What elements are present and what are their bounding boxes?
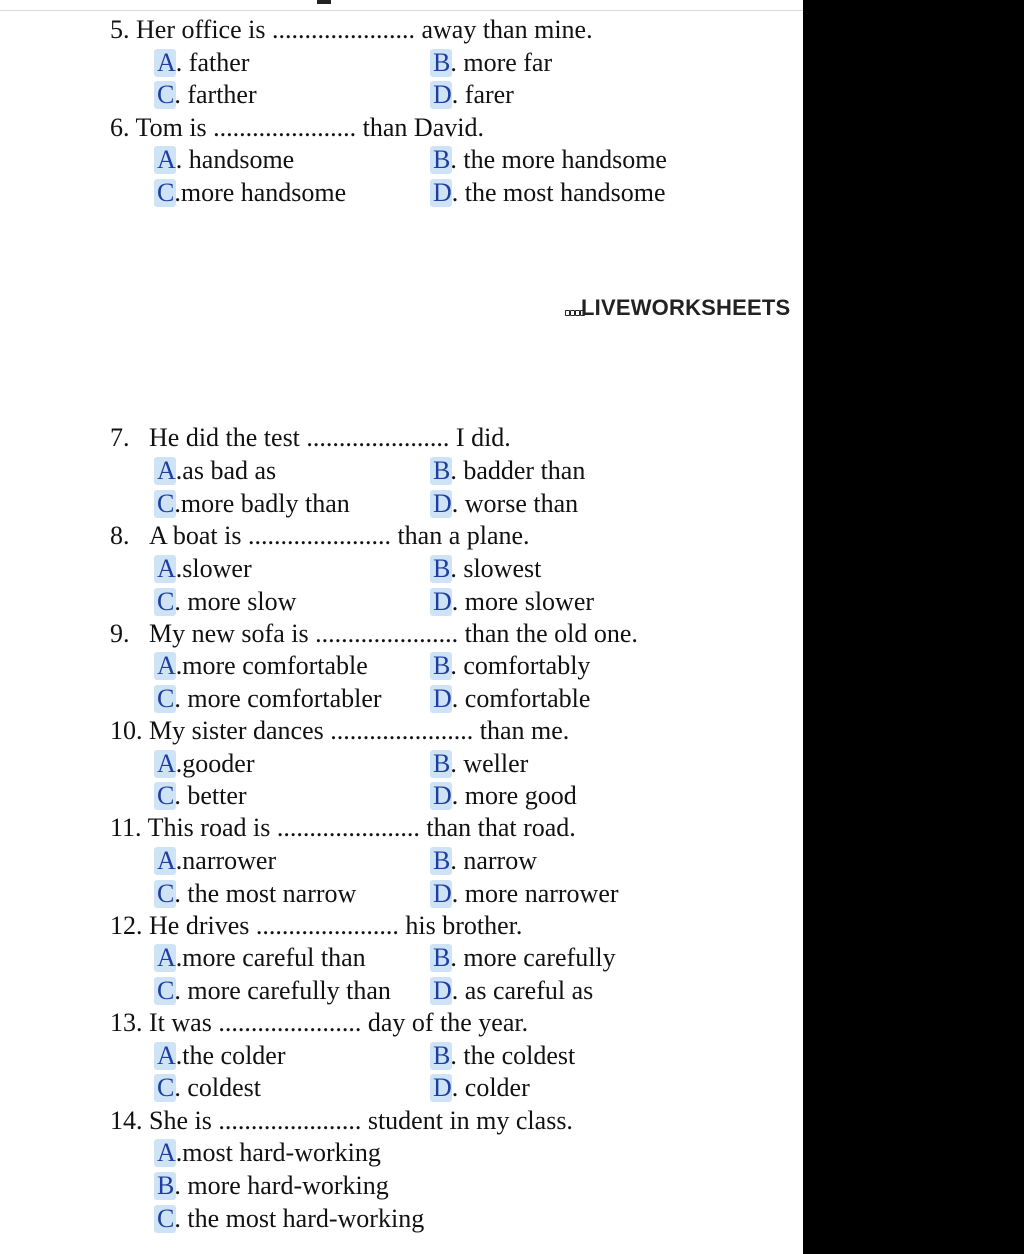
question-7-option-d[interactable]: D. worse than [433, 489, 579, 518]
question-12-stem: 12. He drives ...................... his brother. [110, 911, 523, 940]
question-8-option-a[interactable]: A.slower [157, 554, 252, 583]
top-divider [0, 10, 803, 11]
liveworksheets-brand: LIVEWORKSHEETS [565, 295, 790, 321]
question-13-option-c[interactable]: C. coldest [157, 1073, 261, 1102]
question-5-stem: 5. Her office is ...................... away than mine. [110, 15, 593, 44]
question-14-option-c[interactable]: C. the most hard-working [157, 1204, 425, 1233]
question-5-option-c[interactable]: C. farther [157, 80, 257, 109]
question-11-option-c[interactable]: C. the most narrow [157, 879, 357, 908]
question-9-option-d[interactable]: D. comfortable [433, 684, 591, 713]
question-7-option-a[interactable]: A.as bad as [157, 456, 277, 485]
question-13-option-d[interactable]: D. colder [433, 1073, 530, 1102]
question-12-option-d[interactable]: D. as careful as [433, 976, 594, 1005]
question-13-option-a[interactable]: A.the colder [157, 1041, 286, 1070]
question-6-option-c[interactable]: C.more handsome [157, 178, 347, 207]
answer-blank[interactable]: ...................... [315, 619, 459, 648]
question-9-option-c[interactable]: C. more comfortabler [157, 684, 382, 713]
question-10-option-d[interactable]: D. more good [433, 781, 577, 810]
answer-blank[interactable]: ...................... [306, 423, 450, 452]
question-10-option-c[interactable]: C. better [157, 781, 247, 810]
question-14-option-a[interactable]: A.most hard-working [157, 1138, 381, 1167]
question-8-stem: 8. A boat is ...................... than a plane. [110, 521, 530, 550]
question-5-option-b[interactable]: B. more far [433, 48, 553, 77]
answer-blank[interactable]: ...................... [276, 813, 420, 842]
question-10-stem: 10. My sister dances ...................... than me. [110, 716, 570, 745]
question-8-option-c[interactable]: C. more slow [157, 587, 297, 616]
question-5-option-d[interactable]: D. farer [433, 80, 514, 109]
question-9-stem: 9. My new sofa is ...................... than the old one. [110, 619, 638, 648]
question-12-option-c[interactable]: C. more carefully than [157, 976, 391, 1005]
answer-blank[interactable]: ...................... [255, 911, 399, 940]
question-10-option-b[interactable]: B. weller [433, 749, 529, 778]
question-11-option-a[interactable]: A.narrower [157, 846, 277, 875]
question-6-option-d[interactable]: D. the most handsome [433, 178, 666, 207]
question-6-option-a[interactable]: A. handsome [157, 145, 295, 174]
top-mark [317, 0, 331, 4]
question-6-stem: 6. Tom is ...................... than David. [110, 113, 484, 142]
liveworksheets-logo-icon [565, 297, 579, 313]
question-7-stem: 7. He did the test ...................... I did. [110, 423, 511, 452]
question-5-option-a[interactable]: A. father [157, 48, 250, 77]
answer-blank[interactable]: ...................... [218, 1106, 362, 1135]
answer-blank[interactable]: ...................... [330, 716, 474, 745]
question-11-option-b[interactable]: B. narrow [433, 846, 537, 875]
right-black-margin [803, 0, 1024, 1254]
answer-blank[interactable]: ...................... [247, 521, 391, 550]
question-7-option-b[interactable]: B. badder than [433, 456, 586, 485]
question-9-option-a[interactable]: A.more comfortable [157, 651, 368, 680]
answer-blank[interactable]: ...................... [213, 113, 357, 142]
question-14-option-b[interactable]: B. more hard-working [157, 1171, 389, 1200]
question-11-stem: 11. This road is ...................... than that road. [110, 813, 576, 842]
question-12-option-b[interactable]: B. more carefully [433, 943, 616, 972]
question-13-stem: 13. It was ...................... day of the year. [110, 1008, 529, 1037]
question-11-option-d[interactable]: D. more narrower [433, 879, 619, 908]
question-6-option-b[interactable]: B. the more handsome [433, 145, 667, 174]
question-14-stem: 14. She is ...................... student in my class. [110, 1106, 573, 1135]
question-9-option-b[interactable]: B. comfortably [433, 651, 591, 680]
question-7-option-c[interactable]: C.more badly than [157, 489, 350, 518]
question-12-option-a[interactable]: A.more careful than [157, 943, 366, 972]
question-8-option-b[interactable]: B. slowest [433, 554, 542, 583]
question-13-option-b[interactable]: B. the coldest [433, 1041, 576, 1070]
question-10-option-a[interactable]: A.gooder [157, 749, 255, 778]
question-8-option-d[interactable]: D. more slower [433, 587, 595, 616]
answer-blank[interactable]: ...................... [218, 1008, 362, 1037]
answer-blank[interactable]: ...................... [271, 15, 415, 44]
